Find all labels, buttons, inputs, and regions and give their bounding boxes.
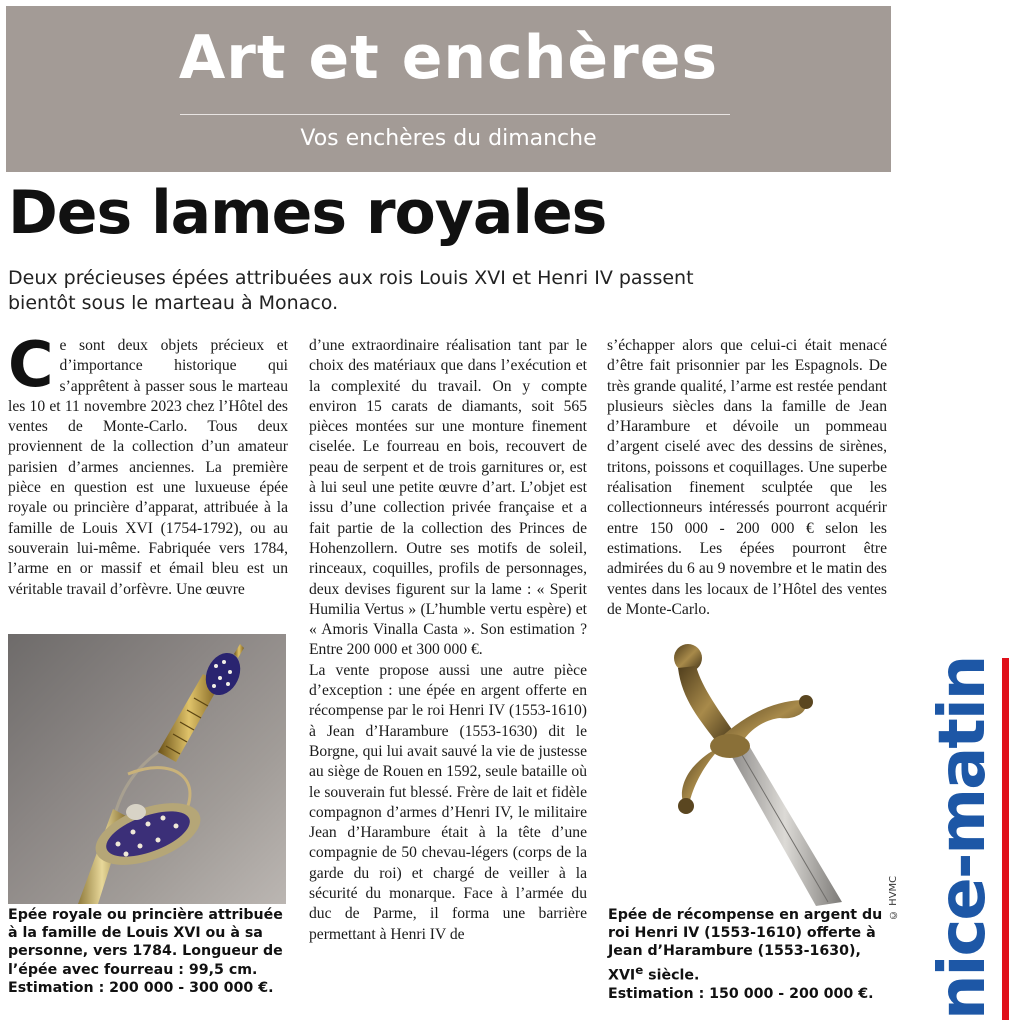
header-divider [180,114,730,115]
right-caption-text-end: siècle. [643,967,700,984]
logo-wordmark: nice-matin [926,656,1000,1020]
henri-iv-sword-image [620,640,888,906]
photo-credit: © HVMC [888,875,899,920]
article-column-1 [8,336,288,626]
article-headline: Des lames royales [8,178,607,248]
louis-xvi-sword-photo [8,634,286,904]
section-subtitle: Vos enchères du dimanche [300,126,597,151]
article-column-3 [607,336,887,636]
drop-cap: C [8,336,54,401]
right-photo-caption [608,906,893,1003]
right-caption-text: Epée de récompense en argent du roi Henri IV (1553-1610) offerte à Jean d’Harambure (1553-1630), XVI [608,907,883,984]
right-caption-description [608,906,893,985]
article-standfirst: Deux précieuses épées attribuées aux rois Louis XVI et Henri IV passent bientôt sous le marteau à Monaco. [8,267,694,314]
column-1-text: e sont deux objets précieux et d’importance historique qui s’apprêtent à passer sous le marteau les 10 et 11 novembre 2023 chez l’Hôtel des ventes de Monte-Carlo. Tous deux proviennent de la collection d’un amateur parisien d’armes anciennes. La première pièce en question est une luxueuse épée royale ou princière d’apparat, attribuée à la famille de Louis XVI (1754-1792), ou au souverain lui-même. Fabriquée vers 1784, l’arme en or massif et émail bleu est un véritable travail d’orfèvre. Une œuvre [8,337,288,598]
henri-iv-sword-photo [620,640,888,906]
right-caption-estimate: Estimation : 150 000 - 200 000 €. [608,985,874,1002]
column-2-paragraph-2: La vente propose aussi une autre pièce d’exception : une épée en argent offerte en récompense par le roi Henri IV (1553-1610) à Jean d’Harambure (1553-1630) dit le Borgne, qui lui avait sauvé la vie de justesse au siège de Rouen en 1592, seule bataille où le souverain fut blessé. Frère de lait et fidèle compagnon d’armes d’Henri IV, le militaire Jean d’Harambure était à la tête d’une compagnie de 50 chevau-légers (corps de la garde du roi) et chargé de veiller à la sécurité du monarque. Face à l’armée du duc de Parme, il forma une barrière permettant à Henri IV de [309,661,587,943]
logo-red-bar [1002,658,1009,1020]
column-3-text: s’échapper alors que celui-ci était menacé d’être fait prisonnier par les Espagnols. De très grande qualité, l’arme est restée pendant plusieurs siècles dans la famille de Jean d’Harambure et dévoile un pommeau d’argent ciselé avec des dessins de sirènes, tritons, poissons et coquillages. Une superbe réalisation finement sculptée que les collectionneurs intéressés pourront acquérir entre 150 000 - 200 000 € selon les estimations. Les épées pourront être admirées du 6 au 9 novembre et le matin des ventes dans les locaux de l’Hôtel des ventes de Monte-Carlo. [607,337,887,618]
section-title: Art et enchères [178,23,719,93]
left-photo-caption [8,906,290,997]
column-2-paragraph-1: d’une extraordinaire réalisation tant par le choix des matériaux que dans l’exécution et la complexité du travail. On y compte environ 15 carats de diamants, soit 565 pièces montées sur une monture finement ciselée. Le fourreau en bois, recouvert de peau de serpent et de trois garnitures or, est à lui seul une petite œuvre d’art. L’objet est issu d’une collection privée française et a fait partie de la collection des Princes de Hohenzollern. Outre ses motifs de soleil, rinceaux, coquilles, profils de personnages, deux devises figurent sur la lame : « Sperit Humilia Vertus » (L’humble vertu espère) et « Amoris Vinalla Casta ». Son estimation ? Entre 200 000 et 300 000 €. [309,337,587,659]
left-caption-description: Epée royale ou princière attribuée à la famille de Louis XVI ou à sa personne, vers 1784. Longueur de l’épée avec fourreau : 99,5 cm. [8,907,283,978]
louis-xvi-sword-image [8,634,286,904]
section-header [6,6,891,172]
left-caption-estimate: Estimation : 200 000 - 300 000 €. [8,979,274,996]
nice-matin-logo [926,650,1010,1020]
article-column-2 [309,336,587,1006]
right-caption-superscript: e [635,962,644,977]
